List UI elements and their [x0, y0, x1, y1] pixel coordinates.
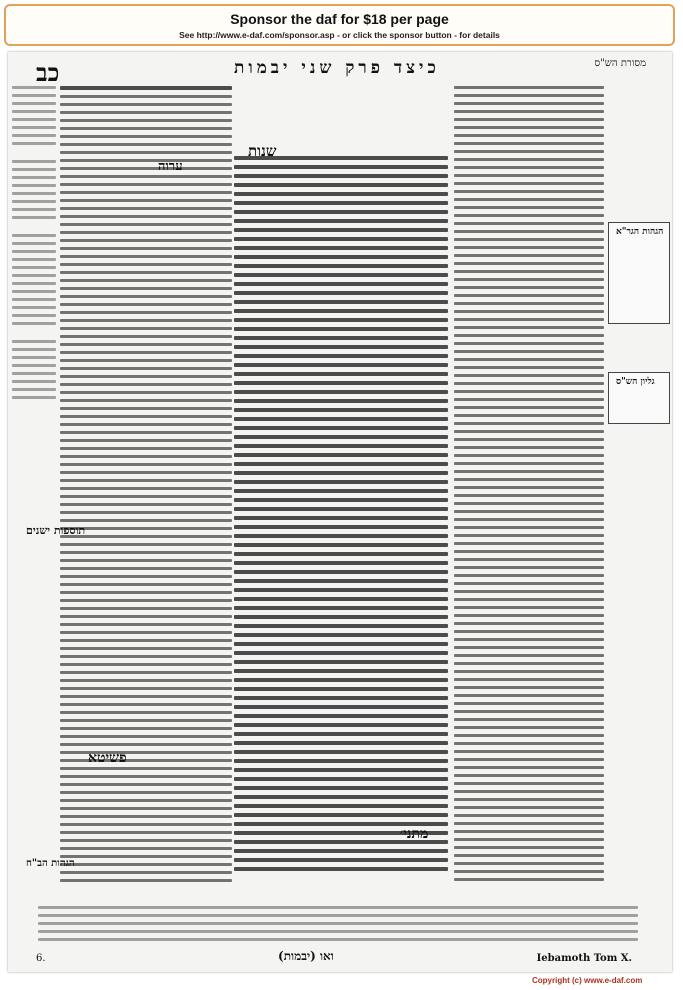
rashi-column: [454, 86, 604, 906]
footer-center: (יבמות) ואו: [278, 949, 334, 963]
corner-note: מסורת הש"ס: [594, 58, 646, 69]
sponsor-banner[interactable]: [4, 4, 675, 46]
pesach-label: פשיטא: [88, 750, 127, 766]
hagahot-gra-label: הגהות הגר"א: [616, 227, 664, 237]
gilyon-label: גליון הש"ס: [616, 377, 655, 387]
talmud-page-scan: [8, 52, 672, 972]
mishnah-label: מתני׳: [400, 826, 429, 842]
hagahot-gra-box: [608, 222, 670, 324]
sponsor-subtitle[interactable]: See http://www.e-daf.com/sponsor.asp - or click the sponsor button - for details: [179, 30, 500, 40]
footer-volume: Iebamoth Tom X.: [536, 953, 632, 964]
daf-number: כב: [36, 58, 60, 87]
gemara-column: [234, 156, 448, 876]
chapter-header: כיצד פרק שני יבמות: [234, 58, 440, 78]
copyright-link[interactable]: Copyright (c) www.e-daf.com: [532, 976, 643, 985]
bottom-notes: [38, 906, 638, 946]
tosafot-yeshanim-label: תוספות ישנים: [26, 524, 86, 537]
tosafot-column: [60, 86, 232, 906]
footer-folio: 6.: [36, 953, 46, 964]
ein-mishpat-column: [12, 86, 56, 906]
hagahot-bach-label: הגהות הב"ח: [26, 858, 75, 869]
erva-heading: ערוה: [158, 159, 183, 174]
shnot-heading: שנות: [248, 142, 277, 160]
sponsor-title[interactable]: Sponsor the daf for $18 per page: [230, 11, 449, 27]
